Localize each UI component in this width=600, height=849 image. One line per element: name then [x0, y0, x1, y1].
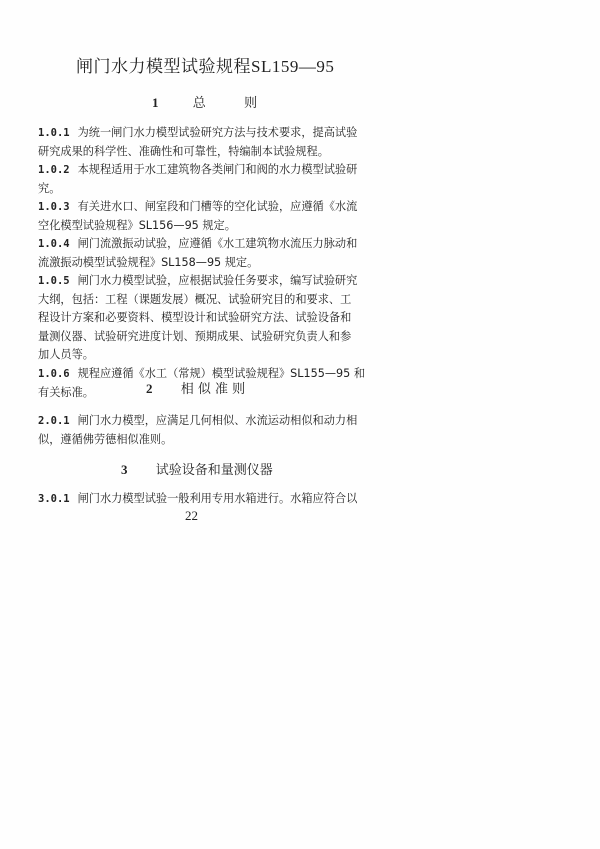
section-title-char: 总 — [192, 96, 206, 111]
clause-3-0-1 — [38, 490, 558, 509]
clause-text: 有关标准。 — [38, 385, 94, 399]
clause-2-0-1 — [38, 412, 558, 449]
clause-text: 闸门水力模型，应满足几何相似、水流运动相似和动力相 — [77, 414, 358, 427]
clause-text: 闸门水力模型试验一般利用专用水箱进行。水箱应符合以 — [77, 492, 358, 505]
clause-text: 为统一闸门水力模型试验研究方法与技术要求，提高试验 — [77, 126, 358, 139]
clause-number: 2.0.1 — [38, 415, 70, 427]
clause-text: 本规程适用于水工建筑物各类闸门和阀的水力模型试验研 — [77, 163, 358, 176]
clause-1-0-4 — [38, 235, 558, 272]
clause-text: 量测仪器、试验研究进度计划、预期成果、试验研究负责人和参 — [38, 329, 352, 343]
clause-1-0-3 — [38, 198, 558, 235]
clause-text: 大纲，包括：工程（课题发展）概况、试验研究目的和要求、工 — [38, 292, 352, 306]
clause-number: 1.0.2 — [38, 164, 70, 176]
clause-text: 规程应遵循《水工（常规）模型试验规程》SL155—95 和 — [77, 367, 366, 380]
page-number: 22 — [185, 508, 198, 523]
section-1-heading — [152, 92, 257, 111]
section-number: 3 — [121, 462, 128, 477]
clause-text: 程设计方案和必要资料、模型设计和试验研究方法、试验设备和 — [38, 311, 352, 325]
clause-text: 闸门水力模型试验，应根据试验任务要求，编写试验研究 — [77, 274, 358, 287]
title-standard-code: SL159—95 — [251, 57, 335, 76]
clause-1-0-1 — [38, 124, 558, 161]
section-2-heading — [146, 378, 245, 397]
section-title: 相 似 准 则 — [180, 382, 246, 397]
clause-text: 空化模型试验规程》SL156—95 规定。 — [38, 218, 236, 232]
clause-1-0-2 — [38, 161, 558, 198]
clause-text: 闸门流激振动试验，应遵循《水工建筑物水流压力脉动和 — [77, 237, 358, 250]
title-text: 闸门水力模型试验规程 — [76, 57, 251, 77]
clause-text: 似，遵循佛劳德相似准则。 — [38, 432, 173, 446]
clause-text: 究。 — [38, 181, 61, 195]
clause-number: 1.0.5 — [38, 275, 70, 287]
clause-number: 3.0.1 — [38, 493, 70, 505]
clause-number: 1.0.3 — [38, 201, 70, 213]
section-title: 试验设备和量测仪器 — [155, 463, 273, 478]
clause-number: 1.0.1 — [38, 127, 70, 139]
clause-text: 研究成果的科学性、准确性和可靠性，特编制本试验规程。 — [38, 144, 329, 158]
clause-number: 1.0.6 — [38, 368, 70, 380]
document-title — [76, 52, 334, 77]
section-number: 2 — [146, 381, 153, 396]
clause-text: 流激振动模型试验规程》SL158—95 规定。 — [38, 255, 259, 269]
section-3-heading — [121, 459, 273, 478]
clause-1-0-5 — [38, 272, 558, 365]
clause-text: 加人员等。 — [38, 348, 94, 362]
section-number: 1 — [152, 95, 159, 110]
clause-text: 有关进水口、闸室段和门槽等的空化试验，应遵循《水流 — [77, 200, 358, 213]
clause-number: 1.0.4 — [38, 238, 70, 250]
section-title-char: 则 — [244, 96, 258, 111]
clause-1-0-6 — [38, 365, 558, 402]
